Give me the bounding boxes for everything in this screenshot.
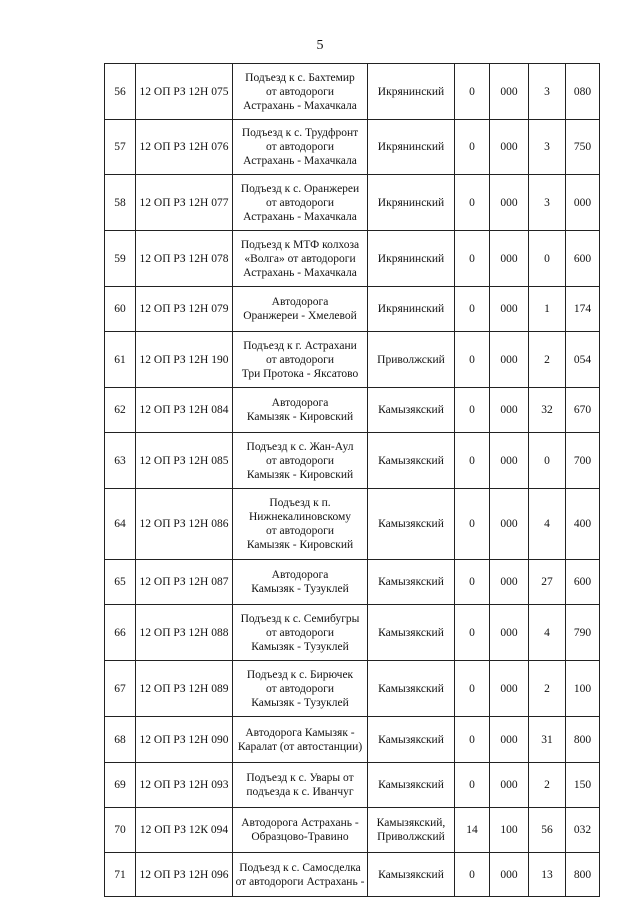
district-cell-line: Камызякский [378, 626, 444, 639]
table-row [105, 717, 600, 763]
row-number-cell: 68 [105, 717, 136, 763]
road-id-cell: 12 ОП РЗ 12Н 077 [136, 175, 233, 231]
value-cell-d: 600 [566, 231, 600, 287]
table-row [105, 489, 600, 560]
road-name-cell-line: от автодороги [265, 353, 334, 366]
value-cell-b: 000 [490, 64, 529, 120]
road-name-cell-line: Камызяк - Кировский [246, 411, 354, 423]
road-name-cell-line: от автодороги [265, 196, 334, 209]
road-name-cell-line: Астрахань - Махачкала [243, 210, 357, 223]
road-id-cell: 12 ОП РЗ 12Н 190 [136, 332, 233, 388]
value-cell-d: 150 [566, 763, 600, 808]
road-name-cell [233, 175, 368, 231]
district-cell [368, 175, 455, 231]
value-cell-b: 000 [490, 433, 529, 489]
road-name-cell-line: Камызяк - Тузуклей [251, 640, 349, 653]
value-cell-c: 2 [529, 763, 566, 808]
road-id-cell: 12 ОП РЗ 12К 094 [136, 808, 233, 853]
table-row [105, 388, 600, 433]
district-cell [368, 332, 455, 388]
road-name-cell-line: Каралат (от автостанции) [237, 740, 363, 753]
value-cell-b: 000 [490, 853, 529, 897]
district-cell-line: Икрянинский [377, 85, 445, 98]
road-id-cell: 12 ОП РЗ 12Н 090 [136, 717, 233, 763]
road-name-cell-line: Астрахань - Махачкала [243, 99, 357, 112]
value-cell-c: 0 [529, 231, 566, 287]
value-cell-d: 700 [566, 433, 600, 489]
road-id-cell: 12 ОП РЗ 12Н 085 [136, 433, 233, 489]
district-cell-line: Камызякский [378, 779, 444, 791]
value-cell-d: 800 [566, 717, 600, 763]
value-cell-a: 0 [455, 661, 490, 717]
value-cell-b: 000 [490, 388, 529, 433]
road-name-cell-line: Подъезд к с. Увары от [246, 772, 354, 784]
road-id-cell: 12 ОП РЗ 12Н 087 [136, 560, 233, 605]
road-name-cell-line: подъезда к с. Иванчуг [246, 786, 354, 798]
row-number-cell: 58 [105, 175, 136, 231]
row-number-cell: 61 [105, 332, 136, 388]
road-name-cell-line: Подъезд к п. [269, 497, 331, 509]
value-cell-c: 1 [529, 287, 566, 332]
road-name-cell-line: Подъезд к г. Астрахани [243, 339, 357, 352]
road-name-cell [233, 332, 368, 388]
road-name-cell-line: Подъезд к с. Самосделка [239, 861, 361, 874]
value-cell-d: 032 [566, 808, 600, 853]
table-row [105, 64, 600, 120]
value-cell-c: 2 [529, 332, 566, 388]
road-name-cell-line: Подъезд к МТФ колхоза [240, 238, 360, 251]
value-cell-c: 3 [529, 175, 566, 231]
value-cell-a: 0 [455, 64, 490, 120]
value-cell-c: 3 [529, 120, 566, 175]
road-id-cell: 12 ОП РЗ 12Н 088 [136, 605, 233, 661]
value-cell-d: 790 [566, 605, 600, 661]
value-cell-b: 000 [490, 560, 529, 605]
table-row [105, 808, 600, 853]
value-cell-b: 000 [490, 605, 529, 661]
district-cell-line: Камызякский [378, 576, 444, 588]
district-cell-line: Камызякский [378, 518, 444, 530]
table-row [105, 661, 600, 717]
road-id-cell: 12 ОП РЗ 12Н 096 [136, 853, 233, 897]
district-cell [368, 717, 455, 763]
value-cell-c: 2 [529, 661, 566, 717]
value-cell-d: 100 [566, 661, 600, 717]
value-cell-a: 0 [455, 231, 490, 287]
road-name-cell [233, 120, 368, 175]
value-cell-b: 000 [490, 231, 529, 287]
value-cell-c: 31 [529, 717, 566, 763]
road-name-cell-line: Подъезд к с. Трудфронт [241, 127, 359, 139]
row-number-cell: 59 [105, 231, 136, 287]
road-name-cell [233, 64, 368, 120]
value-cell-d: 080 [566, 64, 600, 120]
value-cell-a: 0 [455, 560, 490, 605]
road-name-cell-line: Подъезд к с. Бирючек [246, 668, 354, 681]
road-name-cell [233, 605, 368, 661]
road-name-cell-line: Три Протока - Яксатово [241, 367, 359, 380]
road-name-cell-line: от автодороги [265, 525, 334, 537]
road-name-cell-line: Автодорога Астрахань - [241, 817, 359, 829]
road-name-cell-line: Образцово-Травино [251, 831, 349, 843]
value-cell-d: 600 [566, 560, 600, 605]
road-name-cell-line: Астрахань - Махачкала [243, 155, 357, 167]
district-cell [368, 661, 455, 717]
table-row [105, 120, 600, 175]
road-name-cell [233, 763, 368, 808]
road-name-cell [233, 287, 368, 332]
district-cell-line: Камызякский [378, 733, 444, 746]
district-cell [368, 287, 455, 332]
road-name-cell-line: Камызяк - Кировский [246, 468, 354, 481]
district-cell [368, 120, 455, 175]
value-cell-c: 4 [529, 489, 566, 560]
road-name-cell-line: Подъезд к с. Жан-Аул [246, 440, 354, 453]
row-number-cell: 57 [105, 120, 136, 175]
value-cell-c: 0 [529, 433, 566, 489]
road-name-cell [233, 717, 368, 763]
road-id-cell: 12 ОП РЗ 12Н 093 [136, 763, 233, 808]
road-name-cell-line: Автодорога [271, 397, 329, 409]
value-cell-d: 750 [566, 120, 600, 175]
road-name-cell-line: «Волга» от автодороги [244, 252, 356, 265]
value-cell-a: 0 [455, 489, 490, 560]
value-cell-d: 174 [566, 287, 600, 332]
value-cell-d: 000 [566, 175, 600, 231]
value-cell-a: 0 [455, 287, 490, 332]
table-row [105, 853, 600, 897]
table-row [105, 231, 600, 287]
road-name-cell-line: Камызяк - Тузуклей [251, 583, 349, 595]
value-cell-c: 27 [529, 560, 566, 605]
road-name-cell-line: Нижнекалиновскому [248, 511, 352, 523]
value-cell-a: 14 [455, 808, 490, 853]
row-number-cell: 71 [105, 853, 136, 897]
value-cell-a: 0 [455, 120, 490, 175]
road-name-cell-line: Автодорога [271, 569, 329, 581]
district-cell-line: Приволжский [377, 353, 445, 366]
district-cell-line: Приволжский [377, 831, 445, 843]
district-cell-line: Икрянинский [377, 196, 445, 209]
row-number-cell: 62 [105, 388, 136, 433]
road-name-cell [233, 433, 368, 489]
row-number-cell: 56 [105, 64, 136, 120]
table-row [105, 287, 600, 332]
value-cell-a: 0 [455, 763, 490, 808]
value-cell-a: 0 [455, 717, 490, 763]
table-row [105, 605, 600, 661]
road-name-cell-line: от автодороги [265, 454, 334, 467]
roads-table [104, 63, 600, 897]
road-name-cell-line: Камызяк - Тузуклей [251, 696, 349, 709]
district-cell-line: Икрянинский [377, 141, 445, 153]
district-cell-line: Камызякский, [376, 817, 446, 829]
road-name-cell-line: от автодороги [265, 141, 334, 153]
road-name-cell-line: от автодороги [265, 626, 334, 639]
road-id-cell: 12 ОП РЗ 12Н 078 [136, 231, 233, 287]
road-name-cell-line: Автодорога Камызяк - [245, 726, 355, 739]
district-cell [368, 433, 455, 489]
value-cell-a: 0 [455, 388, 490, 433]
road-id-cell: 12 ОП РЗ 12Н 076 [136, 120, 233, 175]
value-cell-b: 000 [490, 489, 529, 560]
road-id-cell: 12 ОП РЗ 12Н 084 [136, 388, 233, 433]
district-cell [368, 605, 455, 661]
value-cell-c: 4 [529, 605, 566, 661]
road-name-cell [233, 661, 368, 717]
district-cell-line: Камызякский [378, 682, 444, 695]
value-cell-b: 000 [490, 763, 529, 808]
value-cell-a: 0 [455, 433, 490, 489]
road-name-cell-line: Подъезд к с. Оранжереи [240, 182, 360, 195]
value-cell-d: 054 [566, 332, 600, 388]
road-name-cell-line: Подъезд к с. Бахтемир [245, 71, 355, 84]
row-number-cell: 60 [105, 287, 136, 332]
value-cell-b: 000 [490, 717, 529, 763]
road-name-cell [233, 231, 368, 287]
table-row [105, 560, 600, 605]
road-name-cell [233, 808, 368, 853]
row-number-cell: 69 [105, 763, 136, 808]
value-cell-a: 0 [455, 853, 490, 897]
district-cell [368, 763, 455, 808]
value-cell-b: 000 [490, 175, 529, 231]
road-name-cell-line: от автодороги Астрахань - [235, 875, 365, 888]
road-id-cell: 12 ОП РЗ 12Н 086 [136, 489, 233, 560]
row-number-cell: 70 [105, 808, 136, 853]
row-number-cell: 66 [105, 605, 136, 661]
road-id-cell: 12 ОП РЗ 12Н 079 [136, 287, 233, 332]
district-cell-line: Икрянинский [377, 303, 445, 315]
value-cell-b: 000 [490, 287, 529, 332]
district-cell-line: Икрянинский [377, 252, 445, 265]
district-cell [368, 64, 455, 120]
value-cell-c: 56 [529, 808, 566, 853]
value-cell-a: 0 [455, 175, 490, 231]
district-cell-line: Камызякский [378, 868, 444, 881]
table-row [105, 763, 600, 808]
district-cell [368, 560, 455, 605]
road-name-cell [233, 388, 368, 433]
road-name-cell-line: от автодороги [265, 85, 334, 98]
road-id-cell: 12 ОП РЗ 12Н 075 [136, 64, 233, 120]
district-cell-line: Камызякский [378, 454, 444, 467]
road-name-cell-line: Автодорога [271, 296, 329, 308]
road-name-cell-line: Астрахань - Махачкала [243, 266, 357, 279]
value-cell-a: 0 [455, 605, 490, 661]
value-cell-c: 32 [529, 388, 566, 433]
value-cell-b: 000 [490, 661, 529, 717]
value-cell-d: 400 [566, 489, 600, 560]
district-cell [368, 489, 455, 560]
value-cell-d: 670 [566, 388, 600, 433]
road-id-cell: 12 ОП РЗ 12Н 089 [136, 661, 233, 717]
road-name-cell [233, 853, 368, 897]
value-cell-b: 000 [490, 120, 529, 175]
value-cell-b: 000 [490, 332, 529, 388]
row-number-cell: 65 [105, 560, 136, 605]
district-cell [368, 388, 455, 433]
district-cell-line: Камызякский [378, 404, 444, 416]
table-row [105, 175, 600, 231]
roads-table-body [105, 64, 600, 897]
road-name-cell-line: Подъезд к с. Семибугры [240, 612, 360, 625]
table-row [105, 433, 600, 489]
road-name-cell [233, 560, 368, 605]
row-number-cell: 67 [105, 661, 136, 717]
table-row [105, 332, 600, 388]
value-cell-a: 0 [455, 332, 490, 388]
row-number-cell: 63 [105, 433, 136, 489]
road-name-cell-line: от автодороги [265, 682, 334, 695]
district-cell [368, 853, 455, 897]
road-name-cell-line: Камызяк - Кировский [246, 539, 354, 551]
row-number-cell: 64 [105, 489, 136, 560]
value-cell-c: 3 [529, 64, 566, 120]
road-name-cell-line: Оранжереи - Хмелевой [243, 310, 357, 322]
value-cell-c: 13 [529, 853, 566, 897]
district-cell [368, 231, 455, 287]
road-name-cell [233, 489, 368, 560]
district-cell [368, 808, 455, 853]
value-cell-b: 100 [490, 808, 529, 853]
page-number: 5 [316, 38, 324, 53]
value-cell-d: 800 [566, 853, 600, 897]
